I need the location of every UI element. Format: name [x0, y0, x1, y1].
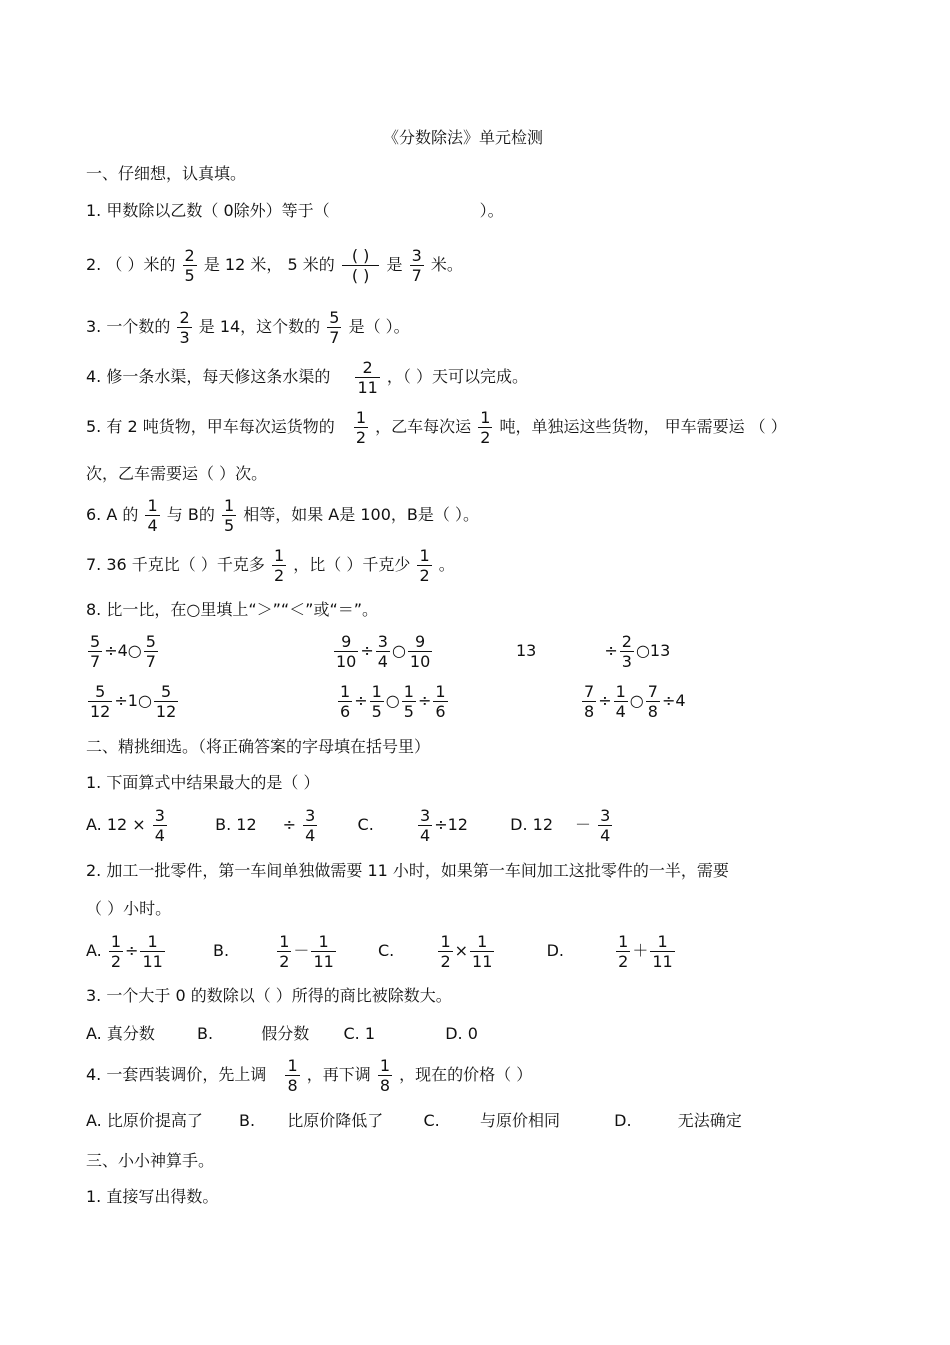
option-b-text: 假分数: [261, 1024, 310, 1043]
divide-op: ÷: [360, 641, 374, 660]
fraction: $\frac{1}{2}$: [419, 546, 430, 585]
s1-q7-mid: ，比（ ）千克少: [293, 555, 411, 574]
s1-q3-prefix: 3. 一个数的: [86, 317, 171, 336]
fraction: $\frac{5}{12}$: [90, 682, 111, 721]
fraction: $\frac{3}{4}$: [420, 806, 431, 845]
s2-q2-line2: （ ）小时。: [86, 899, 172, 918]
s1-q5-suffix: 吨，单独运这些货物， 甲车需要运 （ ）: [499, 417, 787, 436]
compare-circle: ○: [385, 691, 400, 710]
s1-q6-suffix: 相等，如果 A是 100，B是（ ）。: [243, 505, 479, 524]
fraction: $\frac{1}{2}$: [279, 932, 290, 971]
s1-q7-prefix: 7. 36 千克比（ ）千克多: [86, 555, 265, 574]
fraction: $\frac{2}{3}$: [179, 308, 190, 347]
option-a: A. 12 ×: [86, 815, 146, 834]
fraction: $\frac{1}{4}$: [615, 682, 626, 721]
s1-q1: [86, 201, 504, 221]
s1-q8-item-f: [580, 682, 686, 721]
s1-q3-suffix: 是（ ）。: [348, 317, 410, 336]
option-b: B.: [197, 1024, 214, 1043]
option-d: D.: [614, 1111, 632, 1130]
fraction: $\frac{1}{11}$: [313, 932, 334, 971]
fraction: $\frac{3}{4}$: [377, 632, 388, 671]
divide-op: ÷: [598, 691, 612, 710]
fraction: $\frac{3}{7}$: [411, 246, 422, 285]
fraction: $\frac{5}{7}$: [145, 632, 156, 671]
fraction: $\frac{1}{2}$: [110, 932, 122, 971]
s1-q2: [86, 246, 463, 285]
s1-q2-prefix: 2. （ ）米的: [86, 255, 176, 274]
fraction: $\frac{9}{10}$: [336, 632, 357, 671]
minus-op: －: [575, 815, 592, 834]
s1-q2-suffix: 米。: [430, 255, 463, 274]
fraction: $\frac{1}{5}$: [403, 682, 414, 721]
fraction: $\frac{2}{11}$: [357, 358, 378, 397]
fraction: $\frac{5}{7}$: [90, 632, 101, 671]
fraction: $\frac{1}{4}$: [147, 496, 158, 535]
s2-q1-options: [86, 806, 614, 845]
option-c: C.: [357, 815, 374, 834]
s2-q4: [86, 1056, 532, 1095]
option-d: D.: [546, 941, 564, 960]
minus-op: －: [293, 941, 310, 960]
s2-q2-options: [86, 932, 677, 971]
divide-op: ÷: [282, 815, 297, 834]
s1-q6: [86, 496, 479, 535]
divide-op: ÷: [604, 641, 618, 660]
option-b: B.: [212, 941, 230, 960]
compare-circle: ○: [629, 691, 644, 710]
fraction: $\frac{9}{10}$: [409, 632, 431, 671]
s1-q8-text: 8. 比一比，在○里填上“＞”“＜”或“＝”。: [86, 600, 379, 619]
fraction: $\frac{1}{8}$: [287, 1056, 298, 1095]
s1-q4: [86, 358, 528, 397]
fraction: $\frac{3}{4}$: [305, 806, 316, 845]
option-a: A. 比原价提高了: [86, 1111, 203, 1130]
plus-op: ＋: [632, 941, 649, 960]
fraction: $\frac{2}{3}$: [621, 632, 632, 671]
s2-q4-mid: ，再下调: [306, 1065, 371, 1084]
fraction: $\frac{7}{8}$: [584, 682, 595, 721]
fraction: $\frac{7}{8}$: [647, 682, 658, 721]
s2-q4-options: [86, 1111, 742, 1131]
number: 13: [516, 641, 537, 660]
fraction: $\frac{1}{6}$: [435, 682, 446, 721]
s1-q6-prefix: 6. A 的: [86, 505, 139, 524]
fraction: $\frac{1}{2}$: [355, 408, 366, 447]
fraction: $\frac{1}{11}$: [472, 932, 493, 971]
option-b: B. 12: [215, 815, 257, 834]
s2-q1-text: 1. 下面算式中结果最大的是（ ）: [86, 773, 320, 792]
times-op: ×: [454, 941, 469, 960]
s1-q2-mid2: 是: [386, 255, 403, 274]
compare-op: ÷1○: [114, 691, 152, 710]
fraction: $\frac{1}{5}$: [371, 682, 382, 721]
fraction: $\frac{5}{7}$: [329, 308, 340, 347]
fraction: $\frac{1}{11}$: [652, 932, 673, 971]
s2-q4-suffix: ，现在的价格（ ）: [399, 1065, 533, 1084]
s1-q4-suffix: ，（ ）天可以完成。: [386, 367, 528, 386]
fraction: $\frac{1}{6}$: [340, 682, 351, 721]
divide-op: ÷12: [434, 815, 468, 834]
s1-q8-item-d: [86, 682, 180, 721]
option-b-text: 比原价降低了: [287, 1111, 384, 1130]
s1-q3: [86, 308, 410, 347]
s2-q3-options: [86, 1024, 478, 1044]
s1-q5-prefix: 5. 有 2 吨货物，甲车每次运货物的: [86, 417, 335, 436]
fraction: $\frac{2}{5}$: [184, 246, 195, 285]
page-title: 《分数除法》单元检测: [383, 128, 544, 147]
option-d: D. 12: [510, 815, 553, 834]
compare-op: ÷4○: [104, 641, 142, 660]
option-d: D. 0: [445, 1024, 478, 1043]
option-a: A. 真分数: [86, 1024, 155, 1043]
s1-q8-item-e: [336, 682, 450, 721]
s1-q5: [86, 408, 787, 447]
s1-q1-suffix: ）。: [479, 201, 504, 220]
fraction: $\frac{1}{2}$: [440, 932, 451, 971]
s1-q6-mid: 与 B的: [166, 505, 215, 524]
s2-q2-text: 2. 加工一批零件，第一车间单独做需要 11 小时，如果第一车间加工这批零件的一半，需要: [86, 861, 729, 880]
s1-q8-item-a: [86, 632, 160, 671]
compare-circle: ○: [391, 641, 406, 660]
section-1-heading: 一、仔细想，认真填。: [86, 164, 247, 183]
s2-q3-text: 3. 一个大于 0 的数除以（ ）所得的商比被除数大。: [86, 986, 452, 1005]
fraction: $\frac{1}{11}$: [142, 932, 163, 971]
option-b: B.: [239, 1111, 256, 1130]
s1-q7: [86, 546, 455, 585]
section-2-heading: 二、精挑细选。（将正确答案的字母填在括号里）: [86, 737, 431, 756]
fraction: $\frac{1}{2}$: [618, 932, 629, 971]
s3-q1: 1. 直接写出得数。: [86, 1187, 219, 1206]
s1-q8-item-b: [332, 632, 434, 671]
option-c: C.: [423, 1111, 440, 1130]
option-a: A.: [86, 941, 102, 960]
section-3-heading: 三、小小神算手。: [86, 1151, 215, 1170]
s1-q5-mid: ，乙车每次运: [375, 417, 472, 436]
divide-op: ÷: [125, 941, 139, 960]
fraction: $\frac{1}{2}$: [273, 546, 285, 585]
option-c-text: 与原价相同: [479, 1111, 560, 1130]
option-c: C.: [377, 941, 395, 960]
fraction: $\frac{3}{4}$: [600, 806, 611, 845]
s1-q4-prefix: 4. 修一条水渠，每天修这条水渠的: [86, 367, 331, 386]
compare-tail: ÷4: [661, 691, 686, 710]
fraction: $\frac{3}{4}$: [154, 806, 165, 845]
s1-q8-item-c: [516, 632, 670, 671]
fraction: $\frac{1}{8}$: [379, 1056, 391, 1095]
divide-op: ÷: [417, 691, 432, 710]
s1-q3-mid: 是 14，这个数的: [198, 317, 321, 336]
compare-tail: ○13: [635, 641, 671, 660]
option-d-text: 无法确定: [677, 1111, 742, 1130]
fraction: $\frac{1}{2}$: [480, 408, 491, 447]
divide-op: ÷: [354, 691, 368, 710]
s1-q1-prefix: 1. 甲数除以乙数（ 0除外）等于（: [86, 201, 330, 220]
s2-q4-prefix: 4. 一套西装调价，先上调: [86, 1065, 267, 1084]
s1-q2-mid1: 是 12 米， 5 米的: [203, 255, 335, 274]
fraction: $\frac{1}{5}$: [223, 496, 235, 535]
fraction-blank: $\frac{( )}{( )}$: [342, 246, 380, 285]
option-c: C. 1: [343, 1024, 376, 1043]
fraction: $\frac{5}{12}$: [155, 682, 177, 721]
s1-q7-suffix: 。: [438, 555, 455, 574]
s1-q5-line2: 次，乙车需要运（ ）次。: [86, 464, 268, 483]
